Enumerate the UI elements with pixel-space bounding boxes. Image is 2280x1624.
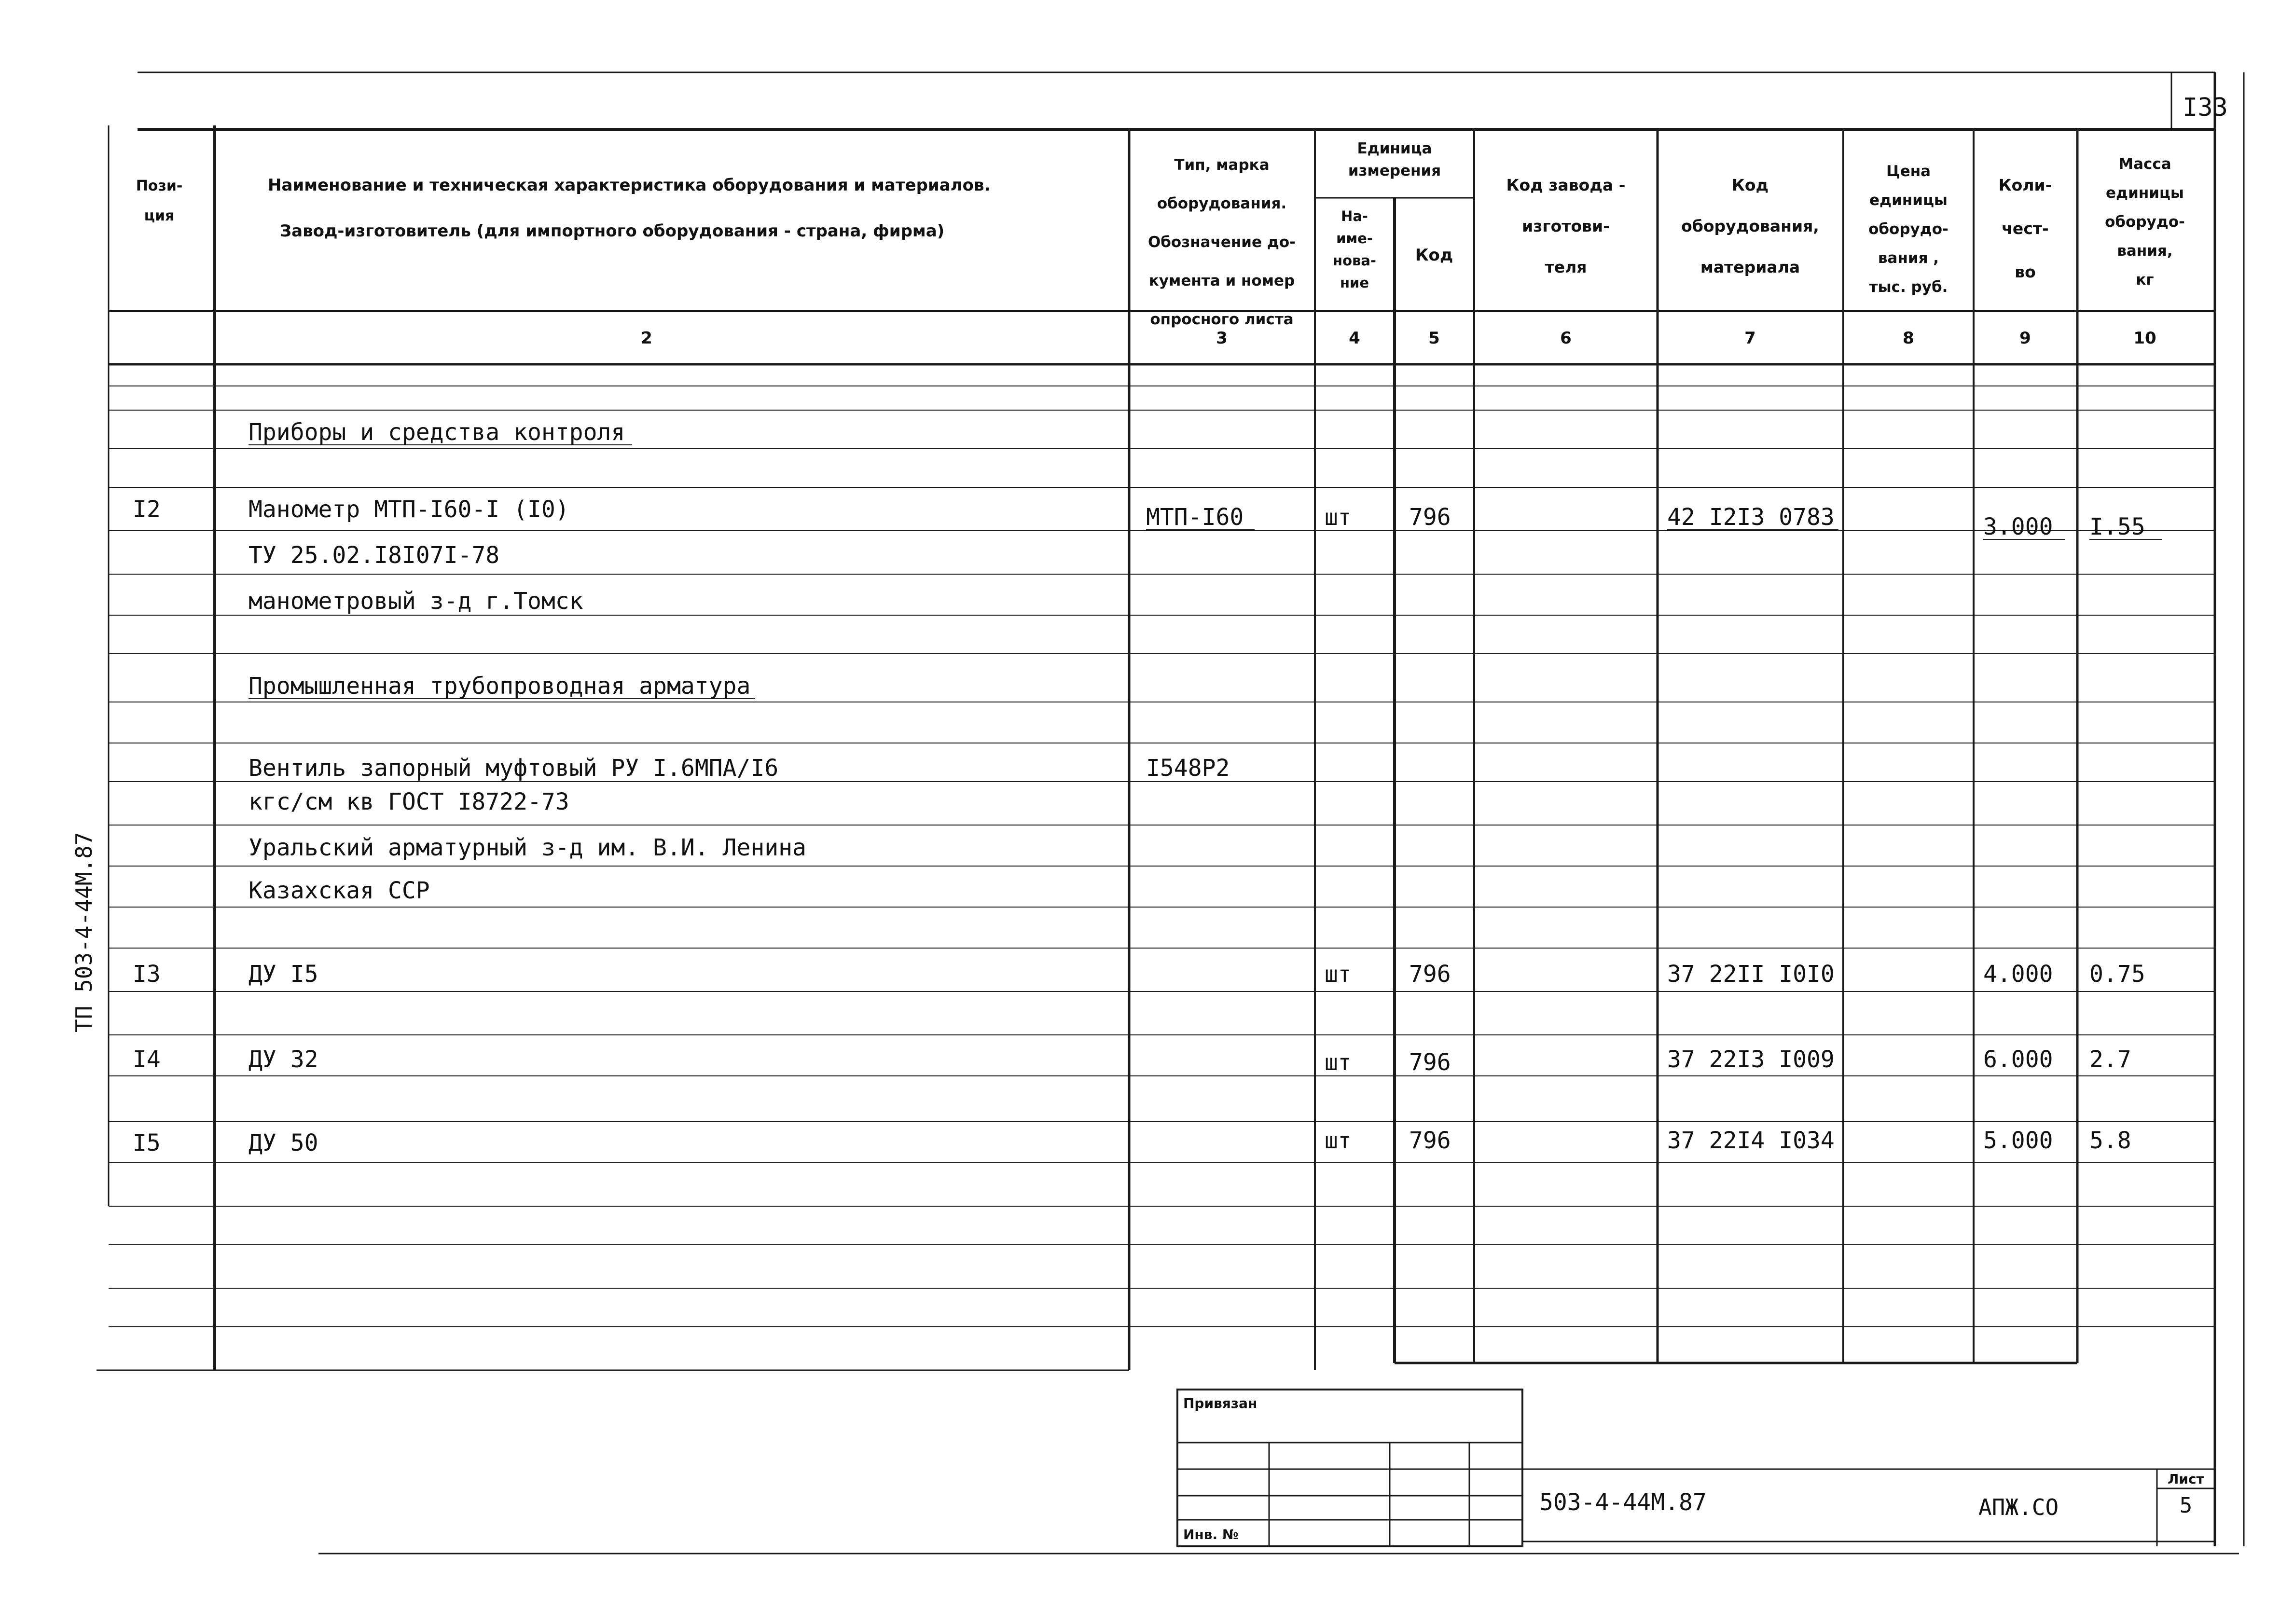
row-unit-code: 796 xyxy=(1409,504,1451,531)
header-unit-group xyxy=(1348,140,1441,179)
row-type: I548P2 xyxy=(1146,755,1230,782)
header-label-line: вания, xyxy=(2117,242,2173,260)
header-label-line: Обозначение до- xyxy=(1147,234,1296,251)
row-mass: 0.75 xyxy=(2089,961,2145,988)
row-quantity: 5.000 xyxy=(1983,1127,2053,1154)
header-label-line: Код xyxy=(1415,246,1453,265)
row-position: I5 xyxy=(133,1129,161,1156)
header-label-line: Единица xyxy=(1357,140,1432,157)
row-equipment-code: 37 22I4 I034 xyxy=(1667,1127,1835,1154)
row-name: кгс/см кв ГОСТ I8722-73 xyxy=(249,788,569,815)
column-number: 3 xyxy=(1216,329,1228,348)
header-label-line: чест- xyxy=(2002,219,2049,238)
header-label-line: единицы xyxy=(2106,184,2184,202)
sheet-label: Лист xyxy=(2168,1471,2204,1487)
header-label-line: Тип, марка xyxy=(1174,156,1270,174)
header-name-line1: Наименование и техническая характеристика оборудования и материалов. xyxy=(268,176,991,195)
header-label-line: тыс. руб. xyxy=(1869,278,1948,296)
header-label-line: Код завода - xyxy=(1506,176,1626,194)
column-number: 8 xyxy=(1903,329,1914,348)
row-name: ТУ 25.02.I8I07I-78 xyxy=(249,542,500,569)
header-position xyxy=(136,178,183,224)
table-row xyxy=(133,1046,2131,1076)
table-row xyxy=(249,542,499,569)
row-quantity: 6.000 xyxy=(1983,1046,2053,1073)
row-equipment-code: 37 22I3 I009 xyxy=(1667,1046,1835,1073)
row-quantity: 3.000 xyxy=(1983,513,2053,540)
header-label-line: оборудования, xyxy=(1681,217,1819,235)
column-numbers xyxy=(641,329,2156,348)
table-header xyxy=(136,140,2185,328)
header-label-line: Масса xyxy=(2118,155,2171,173)
title-block-inventory-label: Инв. № xyxy=(1183,1527,1239,1542)
header-label-line: Пози- xyxy=(136,178,183,194)
row-unit: шт xyxy=(1325,1128,1352,1154)
header-unit-name xyxy=(1333,208,1376,291)
row-unit: шт xyxy=(1325,961,1352,987)
table-row xyxy=(249,834,806,861)
column-number: 4 xyxy=(1349,329,1360,348)
table-row xyxy=(249,419,625,446)
cell-underlines xyxy=(249,445,2162,699)
column-number: 5 xyxy=(1428,329,1440,348)
row-mass: 2.7 xyxy=(2089,1046,2131,1073)
row-name: манометровый з-д г.Томск xyxy=(249,588,583,615)
header-label-line: Коли- xyxy=(1998,176,2052,194)
table-row xyxy=(249,755,1230,782)
row-mass: I.55 xyxy=(2089,513,2145,540)
header-quantity xyxy=(1999,176,2052,281)
header-label-line: кумента и номер xyxy=(1148,272,1295,289)
table-row xyxy=(249,788,569,815)
header-label-line: оборудования. xyxy=(1157,195,1287,212)
table-row xyxy=(249,877,430,904)
header-type-mark xyxy=(1148,156,1296,328)
row-name: Приборы и средства контроля xyxy=(249,419,625,446)
column-number: 6 xyxy=(1560,329,1572,348)
header-name-line2: Завод-изготовитель (для импортного оборудования - страна, фирма) xyxy=(280,221,945,241)
header-unit-code xyxy=(1415,246,1453,265)
column-number: 9 xyxy=(2019,329,2031,348)
header-unit-mass xyxy=(2105,155,2185,289)
column-number: 10 xyxy=(2133,329,2156,348)
row-name: Вентиль запорный муфтовый РУ I.6МПА/I6 xyxy=(249,755,779,782)
side-project-number: ТП 503-4-44М.87 xyxy=(71,832,97,1032)
title-block-frame xyxy=(1177,1390,2215,1546)
table-row xyxy=(249,673,750,700)
row-position: I4 xyxy=(133,1046,161,1073)
title-block-attached-label: Привязан xyxy=(1183,1395,1257,1411)
row-equipment-code: 37 22II I0I0 xyxy=(1667,961,1835,988)
header-label-line: Код xyxy=(1731,176,1769,194)
header-label-line: оборудо- xyxy=(1868,220,1948,238)
document-number: 503-4-44М.87 xyxy=(1539,1489,1707,1516)
row-unit-code: 796 xyxy=(1409,1049,1451,1076)
table-row xyxy=(249,588,583,615)
header-label-line: теля xyxy=(1545,258,1587,276)
row-unit-code: 796 xyxy=(1409,1127,1451,1154)
row-name: Казахская ССР xyxy=(249,877,430,904)
row-equipment-code: 42 I2I3 0783 xyxy=(1667,504,1835,531)
header-label-line: материала xyxy=(1700,258,1800,276)
row-name: Манометр МТП-I60-I (I0) xyxy=(249,496,569,523)
header-label-line: кг xyxy=(2136,271,2154,289)
row-type: МТП-I60 xyxy=(1146,504,1244,531)
sheet-number: 5 xyxy=(2179,1493,2193,1518)
header-label-line: единицы xyxy=(1869,192,1948,209)
header-label-line: во xyxy=(2015,262,2036,281)
row-name: ДУ 32 xyxy=(249,1046,318,1073)
row-unit-code: 796 xyxy=(1409,961,1451,988)
header-label-line: ция xyxy=(144,207,175,224)
header-label-line: име- xyxy=(1336,230,1373,247)
header-label-line: Цена xyxy=(1886,163,1931,180)
row-name: Уральский арматурный з-д им. В.И. Ленина xyxy=(249,834,806,861)
row-mass: 5.8 xyxy=(2089,1127,2131,1154)
column-number: 2 xyxy=(641,329,652,348)
header-equipment-code xyxy=(1681,176,1819,276)
row-unit: шт xyxy=(1325,504,1352,530)
row-name: ДУ 50 xyxy=(249,1129,318,1156)
header-label-line: измерения xyxy=(1348,162,1441,179)
document-code: АПЖ.СО xyxy=(1978,1494,2059,1520)
row-unit: шт xyxy=(1325,1049,1352,1075)
row-position: I3 xyxy=(133,961,161,988)
header-label-line: ние xyxy=(1340,275,1369,291)
header-factory-code xyxy=(1506,176,1626,276)
header-label-line: изготови- xyxy=(1522,217,1610,235)
row-name: Промышленная трубопроводная арматура xyxy=(249,673,751,700)
header-unit-price xyxy=(1868,163,1948,296)
header-label-line: оборудо- xyxy=(2105,213,2185,231)
header-label-line: вания , xyxy=(1878,249,1939,267)
header-label-line: нова- xyxy=(1333,252,1376,269)
header-label-line: опросного листа xyxy=(1150,311,1294,328)
row-quantity: 4.000 xyxy=(1983,961,2053,988)
row-position: I2 xyxy=(133,496,161,523)
table-row xyxy=(133,1127,2131,1156)
header-label-line: На- xyxy=(1341,208,1368,224)
column-number: 7 xyxy=(1744,329,1756,348)
row-name: ДУ I5 xyxy=(249,961,318,988)
sheet-corner-number: I33 xyxy=(2183,93,2228,122)
